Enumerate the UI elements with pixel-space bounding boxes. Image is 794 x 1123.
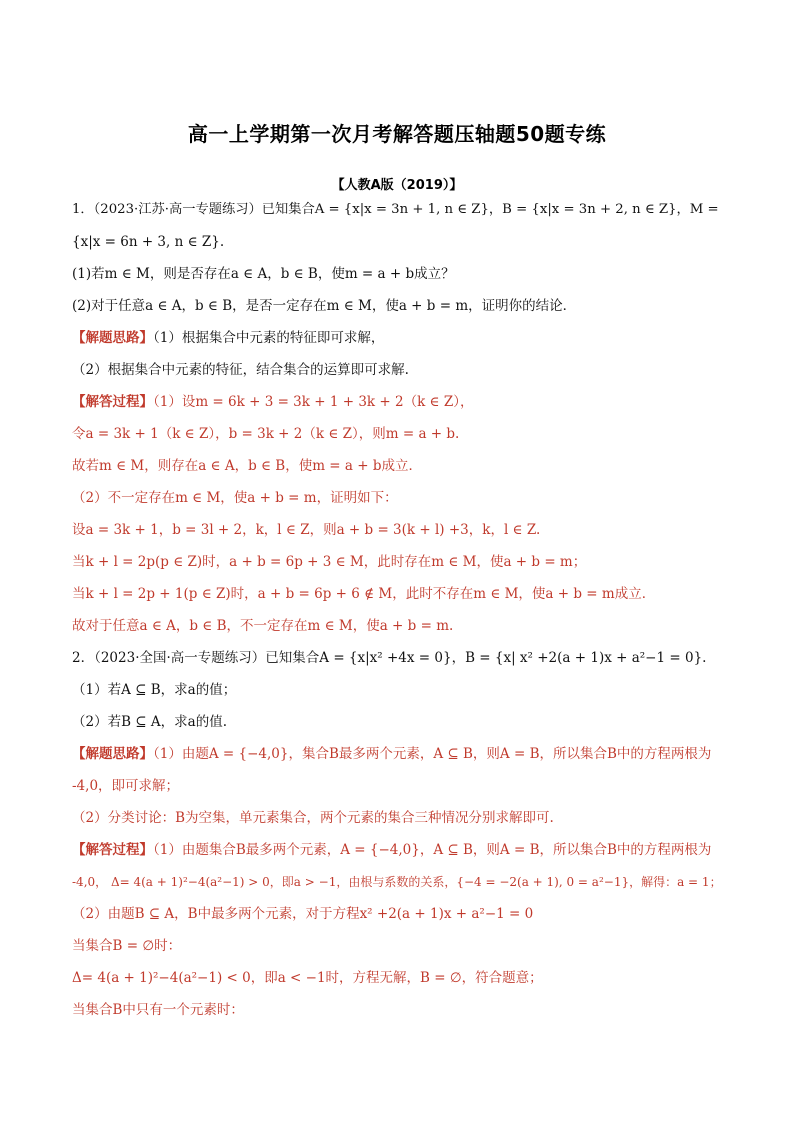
page-subtitle: 【人教A版（2019）】 xyxy=(331,178,463,193)
q1-proc-line3: 故若m ∈ M，则存在a ∈ A，b ∈ B，使m = a + b成立． xyxy=(72,458,422,474)
q2-idea-label: 【解题思路】 xyxy=(72,746,153,762)
q1-part2: (2)对于任意a ∈ A，b ∈ B，是否一定存在m ∈ M，使a + b = m，证明你的结论． xyxy=(72,298,577,314)
q1-proc-line1 xyxy=(72,392,724,412)
q1-proc-line6: 当k + l = 2p(p ∈ Z)时，a + b = 6p + 3 ∈ M，此时存在m ∈ M，使a + b = m； xyxy=(72,554,587,570)
q2-proc-line2: -4,0， Δ= 4(a + 1)²−4(a²−1) > 0，即a > −1，由根与系数的关系，{−4 = −2(a + 1), 0 = a²−1}，解得：a = 1； xyxy=(72,875,722,889)
q1-stem-line1: 1．（2023·江苏·高一专题练习）已知集合A = {x|x = 3n + 1, n ∈ Z}，B = {x|x = 3n + 2, n ∈ Z}，M = xyxy=(72,202,719,217)
q2-proc-line4: 当集合B = ∅时： xyxy=(72,938,182,954)
q1-proc-line4: （2）不一定存在m ∈ M，使a + b = m，证明如下： xyxy=(72,490,398,506)
q1-proc-text1: （1）设m = 6k + 3 = 3k + 1 + 3k + 2（k ∈ Z）， xyxy=(153,394,474,410)
q1-idea-line2: （2）根据集合中元素的特征，结合集合的运算即可求解. xyxy=(72,362,409,378)
q1-proc-line2: 令a = 3k + 1（k ∈ Z），b = 3k + 2（k ∈ Z），则m = a + b. xyxy=(72,426,460,442)
q1-stem-line2: {x|x = 6n + 3, n ∈ Z}. xyxy=(72,234,225,250)
q1-proc-line8: 故对于任意a ∈ A，b ∈ B，不一定存在m ∈ M，使a + b = m. xyxy=(72,618,454,634)
q2-part2: （2）若B ⊆ A，求a的值. xyxy=(72,714,227,730)
q2-proc-label: 【解答过程】 xyxy=(72,842,153,858)
q1-proc-label: 【解答过程】 xyxy=(72,394,153,410)
q2-proc-line5: Δ= 4(a + 1)²−4(a²−1) < 0，即a < −1时，方程无解，B = ∅，符合题意； xyxy=(72,970,543,986)
q2-proc-line3: （2）由题B ⊆ A，B中最多两个元素，对于方程x² +2(a + 1)x + a²−1 = 0 xyxy=(72,906,534,922)
page-title: 高一上学期第一次月考解答题压轴题50题专练 xyxy=(187,122,607,146)
q1-part1: (1)若m ∈ M，则是否存在a ∈ A，b ∈ B，使m = a + b成立？ xyxy=(72,266,455,282)
q2-proc-line1 xyxy=(72,840,724,860)
q2-proc-line6: 当集合B中只有一个元素时： xyxy=(72,1002,244,1018)
q2-idea-line2: -4,0，即可求解； xyxy=(72,778,180,794)
q2-idea-line3: （2）分类讨论：B为空集，单元素集合，两个元素的集合三种情况分别求解即可. xyxy=(72,810,554,826)
q1-proc-line7: 当k + l = 2p + 1(p ∈ Z)时，a + b = 6p + 6 ∉ M，此时不存在m ∈ M，使a + b = m成立． xyxy=(72,586,656,602)
q2-proc-text1: （1）由题集合B最多两个元素，A = {−4,0}，A ⊆ B，则A = B，所以集合B中的方程两根为 xyxy=(153,842,712,858)
q1-idea-line1 xyxy=(72,328,724,348)
q1-proc-line5: 设a = 3k + 1，b = 3l + 2，k，l ∈ Z，则a + b = 3(k + l) +3，k，l ∈ Z. xyxy=(72,522,541,538)
q2-idea-text1: （1）由题A = {−4,0}，集合B最多两个元素，A ⊆ B，则A = B，所以集合B中的方程两根为 xyxy=(153,746,712,762)
q2-idea-line1 xyxy=(72,744,724,764)
q2-stem-line1: 2．（2023·全国·高一专题练习）已知集合A = {x|x² +4x = 0}，B = {x| x² +2(a + 1)x + a²−1 = 0}. xyxy=(72,650,707,666)
q2-part1: （1）若A ⊆ B，求a的值； xyxy=(72,682,237,698)
q1-idea-text1: （1）根据集合中元素的特征即可求解， xyxy=(153,330,385,346)
q1-idea-label: 【解题思路】 xyxy=(72,330,153,346)
